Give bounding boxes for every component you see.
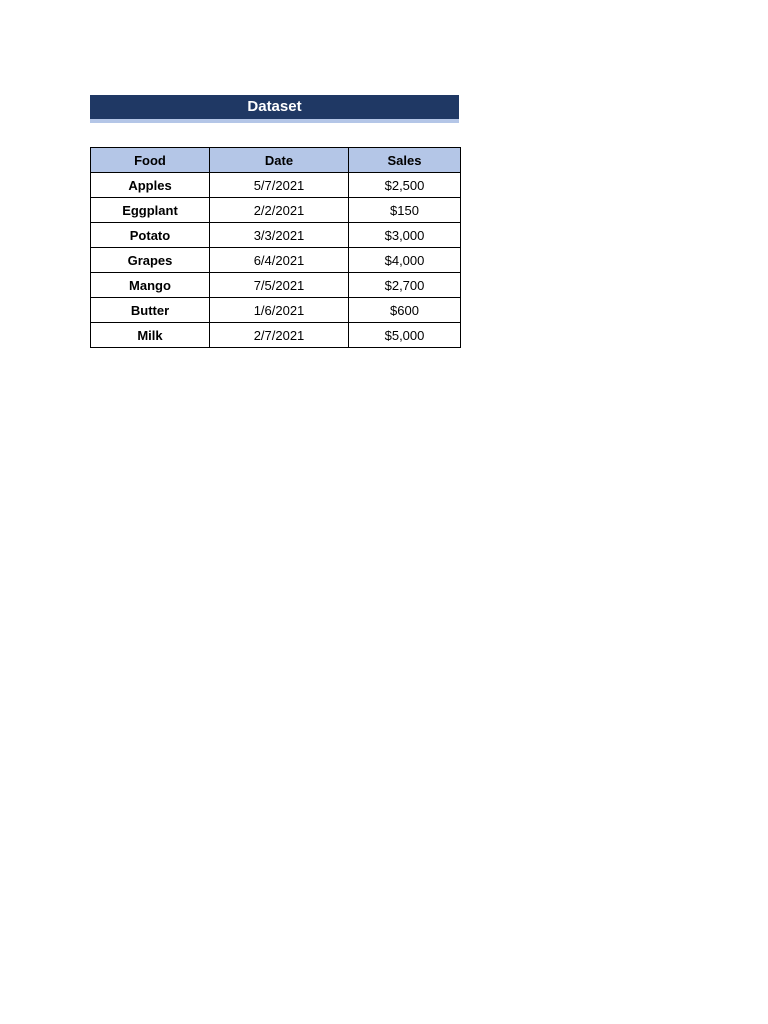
cell-sales: $600 xyxy=(349,298,461,323)
table-row xyxy=(91,173,461,198)
cell-date: 7/5/2021 xyxy=(210,273,349,298)
cell-date: 3/3/2021 xyxy=(210,223,349,248)
cell-sales: $2,500 xyxy=(349,173,461,198)
table-row xyxy=(91,323,461,348)
cell-date: 6/4/2021 xyxy=(210,248,349,273)
cell-date: 2/2/2021 xyxy=(210,198,349,223)
cell-sales: $3,000 xyxy=(349,223,461,248)
header-date: Date xyxy=(210,148,349,173)
cell-food: Grapes xyxy=(91,248,210,273)
cell-sales: $150 xyxy=(349,198,461,223)
cell-food: Butter xyxy=(91,298,210,323)
cell-sales: $2,700 xyxy=(349,273,461,298)
table-row xyxy=(91,248,461,273)
table-row xyxy=(91,298,461,323)
cell-sales: $4,000 xyxy=(349,248,461,273)
table-row xyxy=(91,198,461,223)
dataset-table xyxy=(90,147,461,348)
cell-food: Eggplant xyxy=(91,198,210,223)
cell-food: Potato xyxy=(91,223,210,248)
cell-date: 2/7/2021 xyxy=(210,323,349,348)
cell-date: 1/6/2021 xyxy=(210,298,349,323)
cell-food: Milk xyxy=(91,323,210,348)
table-row xyxy=(91,223,461,248)
table-row xyxy=(91,273,461,298)
dataset-title: Dataset xyxy=(90,95,459,123)
header-food: Food xyxy=(91,148,210,173)
cell-food: Mango xyxy=(91,273,210,298)
cell-date: 5/7/2021 xyxy=(210,173,349,198)
cell-food: Apples xyxy=(91,173,210,198)
header-sales: Sales xyxy=(349,148,461,173)
table-header-row xyxy=(91,148,461,173)
cell-sales: $5,000 xyxy=(349,323,461,348)
